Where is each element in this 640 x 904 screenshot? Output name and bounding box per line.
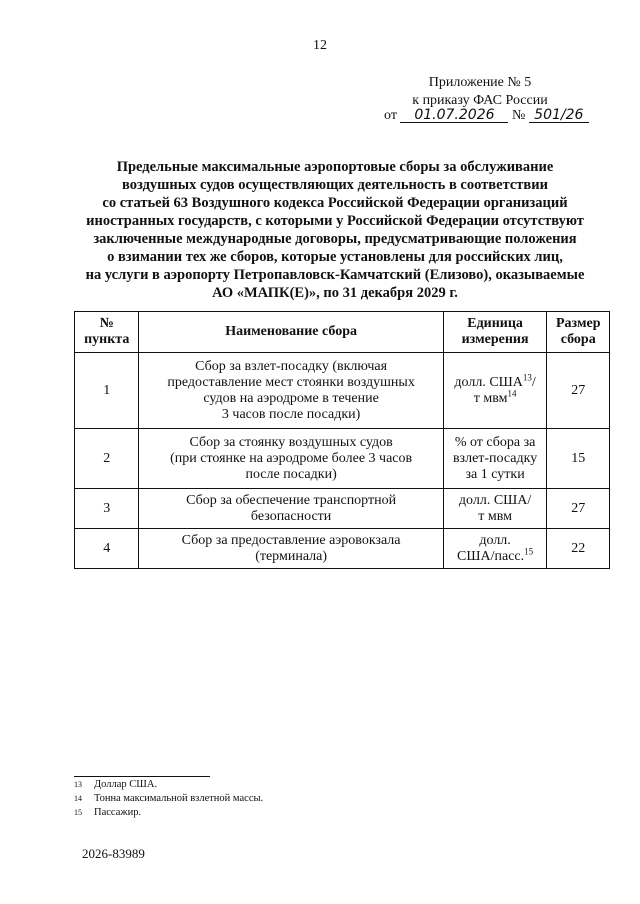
fee-unit (443, 429, 547, 489)
annex-header (400, 74, 560, 110)
title-line: со статьей 63 Воздушного кодекса Российской Федерации организаций (102, 195, 568, 211)
header-number (75, 312, 139, 353)
fee-name-line: Сбор за предоставление аэровокзала (181, 532, 401, 548)
fee-name-line: Сбор за стоянку воздушных судов (189, 434, 393, 450)
row-number: 3 (75, 489, 139, 529)
table-row (75, 353, 610, 429)
fee-unit (443, 489, 547, 529)
unit-text: т мвм (473, 390, 508, 406)
fee-name-line: судов на аэродроме в течение (203, 390, 379, 406)
title-line: заключенные международные договоры, предусматривающие положения (93, 231, 577, 247)
fee-unit (443, 353, 547, 429)
table-header-row (75, 312, 610, 353)
footnote-number: 13 (74, 780, 82, 789)
annex-title: Приложение № 5 (428, 75, 532, 90)
fee-value: 22 (547, 529, 610, 569)
footnote-ref: 14 (507, 387, 517, 398)
fee-name-line: 3 часов после посадки) (221, 406, 361, 422)
fee-value: 15 (547, 429, 610, 489)
fee-name (139, 429, 443, 489)
footnote-text: Доллар США. (94, 779, 158, 790)
unit-text: долл. (479, 532, 511, 548)
unit-text: взлет-посадку (452, 450, 538, 466)
order-prefix: от (384, 108, 397, 123)
footnote-ref: 13 (522, 371, 532, 382)
title-line: иностранных государств, с которыми у Российской Федерации отсутствуют (86, 213, 584, 229)
row-number: 1 (75, 353, 139, 429)
header-fee-name: Наименование сбора (139, 312, 443, 353)
header-text: сбора (560, 332, 596, 347)
footnote (74, 792, 263, 805)
title-line: АО «МАПК(Е)», по 31 декабря 2029 г. (212, 285, 458, 301)
annex-order-ref: к приказу ФАС России (412, 93, 548, 108)
fee-unit (443, 529, 547, 569)
footnote-divider (74, 776, 210, 777)
header-text: Размер (555, 316, 601, 331)
header-text: измерения (461, 332, 529, 347)
header-text: № (99, 316, 114, 331)
fees-table (74, 311, 610, 569)
footnote-number: 14 (74, 794, 82, 803)
fee-value: 27 (547, 489, 610, 529)
unit-text: долл. США/ (458, 492, 532, 508)
unit-text: долл. США (454, 374, 523, 390)
title-line: о взимании тех же сборов, которые установлены для российских лиц, (107, 249, 563, 265)
order-date-number (384, 108, 589, 124)
fee-value: 27 (547, 353, 610, 429)
footnote-text: Пассажир. (94, 807, 142, 818)
unit-text: США/пасс. (457, 548, 525, 564)
header-text: Единица (467, 316, 523, 331)
footnote (74, 806, 141, 819)
fee-name-line: (терминала) (255, 548, 328, 564)
unit-text: т мвм (478, 508, 512, 524)
table-row (75, 489, 610, 529)
fee-name (139, 353, 443, 429)
header-text: пункта (84, 332, 130, 347)
fee-name-line: после посадки) (245, 466, 337, 482)
order-number-label: № (511, 108, 526, 123)
fee-name-line: (при стоянке на аэродроме более 3 часов (170, 450, 413, 466)
footnote-number: 15 (74, 808, 82, 817)
title-line: Предельные максимальные аэропортовые сборы за обслуживание (116, 159, 554, 175)
fee-name-line: Сбор за взлет-посадку (включая (195, 358, 388, 374)
document-title (60, 158, 610, 302)
unit-text: за 1 сутки (465, 466, 525, 482)
footnote-ref: 15 (524, 545, 534, 556)
order-number: 501/26 (529, 108, 589, 123)
footnote-text: Тонна максимальной взлетной массы. (94, 793, 264, 804)
footnote (74, 778, 157, 791)
fee-name (139, 489, 443, 529)
fee-name-line: Сбор за обеспечение транспортной (186, 492, 397, 508)
unit-text: / (531, 374, 536, 390)
order-date: 01.07.2026 (400, 108, 508, 123)
page-number: 12 (313, 38, 327, 53)
fee-name (139, 529, 443, 569)
row-number: 4 (75, 529, 139, 569)
fee-name-line: предоставление мест стоянки воздушных (167, 374, 415, 390)
table-row (75, 529, 610, 569)
row-number: 2 (75, 429, 139, 489)
header-unit (443, 312, 547, 353)
title-line: на услуги в аэропорту Петропавловск-Камчатский (Елизово), оказываемые (85, 267, 585, 283)
table-row (75, 429, 610, 489)
title-line: воздушных судов осуществляющих деятельность в соответствии (122, 177, 548, 193)
header-fee-size (547, 312, 610, 353)
document-code: 2026-83989 (82, 846, 145, 861)
unit-text: % от сбора за (454, 434, 536, 450)
fee-name-line: безопасности (250, 508, 332, 524)
